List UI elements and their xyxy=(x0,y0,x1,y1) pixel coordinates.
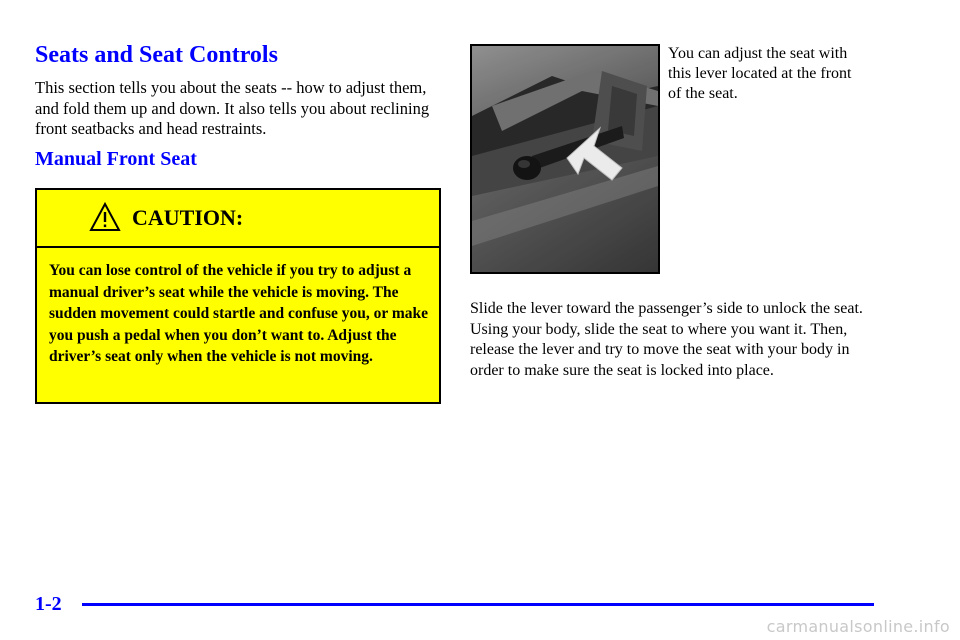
page-number: 1-2 xyxy=(35,593,62,615)
footer-rule xyxy=(82,603,874,606)
warning-triangle-icon xyxy=(89,202,121,232)
subsection-title: Manual Front Seat xyxy=(35,148,197,170)
caution-text: You can lose control of the vehicle if you try to adjust a manual driver’s seat while the vehicle is moving. The sudden movement could startle and confuse you, or make you push a pedal when you don’t want to. Adjust the driver’s seat only when the vehicle is not moving. xyxy=(49,262,429,365)
section-title: Seats and Seat Controls xyxy=(35,42,278,68)
section-intro: This section tells you about the seats -- how to adjust them, and fold them up and down. It also tells you about reclining front seatbacks and head restraints. xyxy=(35,78,430,138)
caution-box xyxy=(35,188,441,404)
caution-label: CAUTION: xyxy=(132,205,244,230)
watermark-text: carmanualsonline.info xyxy=(766,617,950,636)
seat-lever-photo xyxy=(470,44,660,274)
figure-caption: You can adjust the seat with this lever located at the front of the seat. xyxy=(668,45,852,102)
caution-header xyxy=(37,190,439,248)
body-paragraph: Slide the lever toward the passenger’s side to unlock the seat. Using your body, slide the seat to where you want it. Then, release the lever and try to move the seat with your body in order to make sure the seat is locked into place. xyxy=(470,300,863,379)
